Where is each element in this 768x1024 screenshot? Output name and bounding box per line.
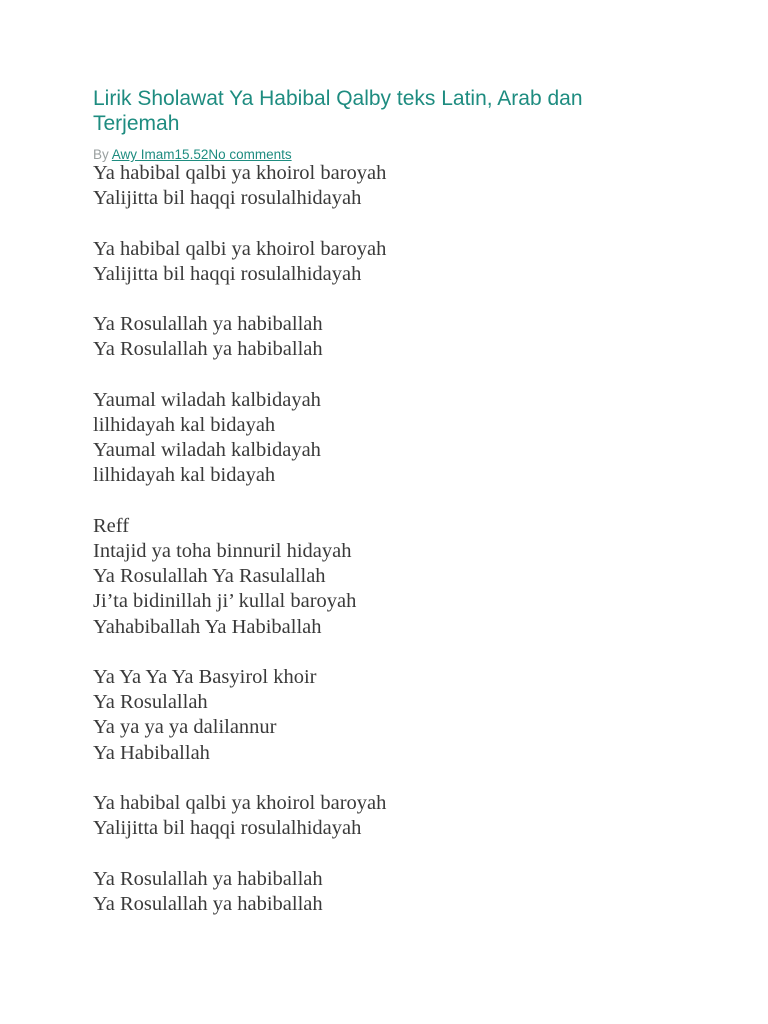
lyric-line: Ya Rosulallah ya habiballah — [93, 892, 323, 915]
lyric-line: Yaumal wiladah kalbidayah — [93, 439, 321, 462]
lyric-line: Ji’ta bidinillah ji’ kullal baroyah — [93, 590, 357, 613]
lyric-line: Ya Ya Ya Ya Basyirol khoir — [93, 665, 317, 688]
lyrics-body — [93, 161, 653, 917]
lyric-line: lilhidayah kal bidayah — [93, 413, 276, 436]
lyric-stanza — [93, 791, 653, 841]
lyric-line: Ya Rosulallah — [93, 691, 208, 714]
lyric-line: Ya Rosulallah Ya Rasulallah — [93, 565, 326, 588]
lyric-line: Ya Rosulallah ya habiballah — [93, 338, 323, 361]
lyric-line: Ya ya ya ya dalilannur — [93, 716, 277, 739]
post-article — [93, 86, 653, 942]
lyric-line: Ya habibal qalbi ya khoirol baroyah — [93, 237, 387, 260]
lyric-stanza — [93, 867, 653, 917]
lyric-stanza — [93, 665, 653, 766]
lyric-line: Ya Rosulallah ya habiballah — [93, 313, 323, 336]
lyric-line: Intajid ya toha binnuril hidayah — [93, 539, 352, 562]
lyric-line: lilhidayah kal bidayah — [93, 464, 276, 487]
lyric-line: Ya habibal qalbi ya khoirol baroyah — [93, 791, 387, 814]
lyric-line: Ya Rosulallah ya habiballah — [93, 867, 323, 890]
lyric-stanza — [93, 388, 653, 489]
lyric-stanza — [93, 237, 653, 287]
author-link[interactable] — [112, 147, 292, 162]
lyric-line: Yalijitta bil haqqi rosulalhidayah — [93, 817, 362, 840]
lyric-line: Ya Habiballah — [93, 741, 210, 764]
lyric-line: Reff — [93, 514, 130, 537]
lyric-stanza — [93, 312, 653, 362]
lyric-line: Ya habibal qalbi ya khoirol baroyah — [93, 162, 387, 184]
comments-count: No comments — [208, 147, 292, 162]
author-name: Awy Imam — [111, 147, 175, 162]
lyric-line: Yalijitta bil haqqi rosulalhidayah — [93, 187, 362, 210]
post-time: 15.52 — [174, 147, 209, 162]
lyric-line: Yahabiballah Ya Habiballah — [93, 615, 322, 638]
by-label: By — [93, 147, 109, 162]
lyric-stanza — [93, 161, 653, 211]
lyric-stanza — [93, 514, 653, 640]
lyric-line: Yaumal wiladah kalbidayah — [93, 388, 321, 411]
post-title: Lirik Sholawat Ya Habibal Qalby teks Latin, Arab dan Terjemah — [93, 87, 583, 135]
lyric-line: Yalijitta bil haqqi rosulalhidayah — [93, 262, 362, 285]
